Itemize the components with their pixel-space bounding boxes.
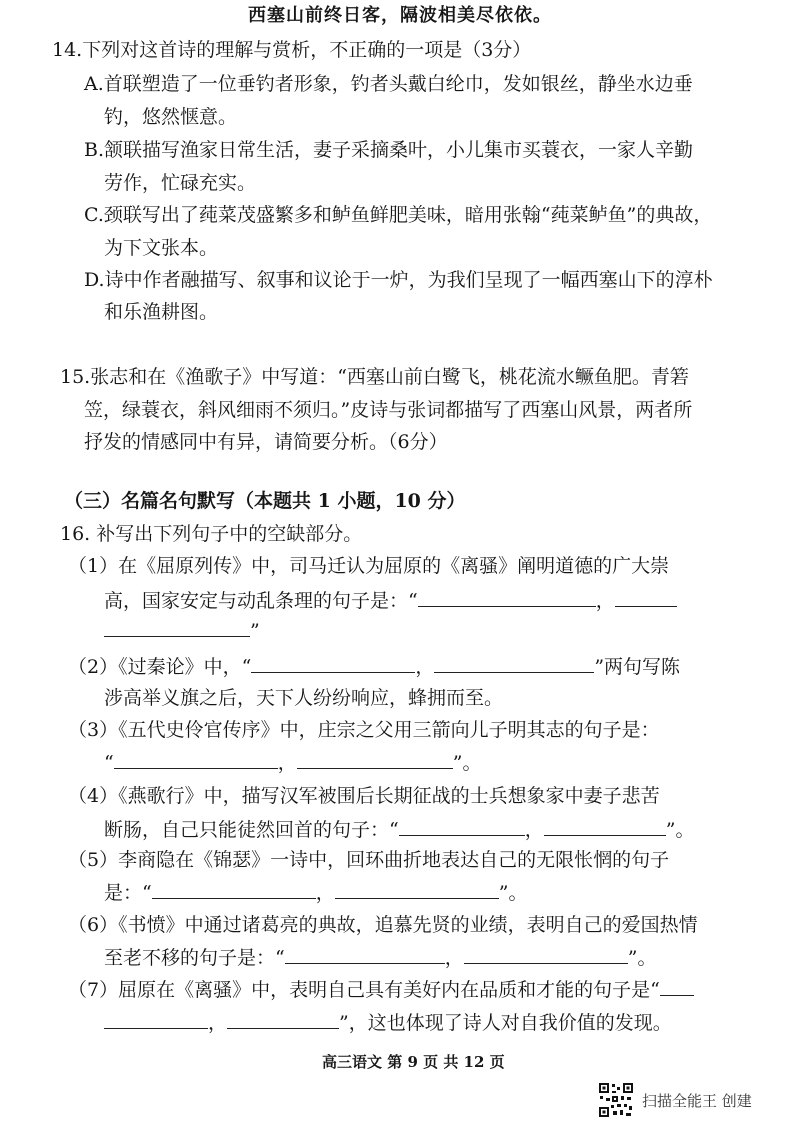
q16-item7-blank1-end[interactable] bbox=[104, 1008, 208, 1029]
q15-line1: 15.张志和在《渔歌子》中写道：“西塞山前白鹭飞，桃花流水鳜鱼肥。青箬 bbox=[60, 366, 689, 388]
q16-item2-blank1[interactable] bbox=[251, 652, 415, 673]
q16-item4-blank2[interactable] bbox=[544, 815, 666, 836]
watermark-text: 扫描全能王 创建 bbox=[642, 1091, 752, 1110]
close-quote-period: ”。 bbox=[627, 947, 657, 969]
comma: ， bbox=[315, 882, 335, 904]
q16-item4-line2 bbox=[104, 815, 694, 844]
close-quote-period: ”。 bbox=[452, 752, 482, 774]
q16-item2-suffix: ”两句写陈 bbox=[594, 656, 681, 678]
q16-item6-line2 bbox=[104, 943, 656, 972]
q16-item1-line3 bbox=[104, 616, 260, 645]
q16-item7-prompt: （7）屈原在《离骚》中，表明自己具有美好内在品质和才能的句子是“ bbox=[68, 979, 660, 1001]
q16-item4-prompt: 断肠，自己只能徒然回首的句子：“ bbox=[104, 819, 399, 841]
q16-item6-prompt: 至老不移的句子是：“ bbox=[104, 947, 285, 969]
comma: ， bbox=[595, 590, 615, 612]
q14-option-a-line2: 钓，悠然惬意。 bbox=[104, 106, 238, 128]
q16-item6-line1: （6）《书愤》中通过诸葛亮的典故，追慕先贤的业绩，表明自己的爱国热情 bbox=[68, 914, 698, 936]
comma: ， bbox=[444, 947, 464, 969]
q16-item5-line1: （5）李商隐在《锦瑟》一诗中，回环曲折地表达自己的无限怅惘的句子 bbox=[68, 849, 670, 871]
q16-item1-line2 bbox=[104, 586, 677, 615]
q14-option-c-line1: C.颈联写出了莼菜茂盛繁多和鲈鱼鲜肥美味，暗用张翰“莼菜鲈鱼”的典故， bbox=[84, 204, 713, 226]
q16-item6-blank2[interactable] bbox=[464, 943, 628, 964]
q14-option-b-line1: B.颔联描写渔家日常生活，妻子采摘桑叶，小儿集市买蓑衣，一家人辛勤 bbox=[84, 139, 694, 161]
q16-item7-blank2[interactable] bbox=[227, 1008, 339, 1029]
comma: ， bbox=[415, 656, 435, 678]
q16-item2-blank2[interactable] bbox=[434, 652, 594, 673]
q16-item5-blank1[interactable] bbox=[152, 878, 316, 899]
q16-item7-blank1-start[interactable] bbox=[660, 975, 694, 996]
q16-item1-blank2-end[interactable] bbox=[104, 616, 250, 637]
q15-line3: 抒发的情感同中有异，请简要分析。（6分） bbox=[84, 431, 448, 453]
page-footer: 高三语文 第 9 页 共 12 页 bbox=[322, 1053, 505, 1071]
close-quote-period: ”。 bbox=[665, 819, 695, 841]
q16-item5-prompt: 是：“ bbox=[104, 882, 152, 904]
qr-code-icon bbox=[598, 1082, 634, 1118]
q16-item7-line2 bbox=[104, 1008, 672, 1037]
q16-item1-blank2-start[interactable] bbox=[615, 586, 677, 607]
q14-stem: 14.下列对这首诗的理解与赏析，不正确的一项是（3分） bbox=[52, 39, 532, 61]
q16-item4-blank1[interactable] bbox=[399, 815, 525, 836]
q14-option-d-line1: D.诗中作者融描写、叙事和议论于一炉，为我们呈现了一幅西塞山下的淳朴 bbox=[84, 269, 713, 291]
q15-line2: 笠，绿蓑衣，斜风细雨不须归。”皮诗与张词都描写了西塞山风景，两者所 bbox=[84, 399, 693, 421]
close-quote: ” bbox=[250, 620, 260, 642]
q16-item6-blank1[interactable] bbox=[285, 943, 445, 964]
close-quote-period: ”。 bbox=[498, 882, 528, 904]
q16-item7-suffix: ”，这也体现了诗人对自我价值的发现。 bbox=[339, 1012, 672, 1034]
q16-item4-line1: （4）《燕歌行》中，描写汉军被围后长期征战的士兵想象家中妻子悲苦 bbox=[68, 785, 660, 807]
q14-option-c-line2: 为下文张本。 bbox=[104, 237, 219, 259]
q16-item3-line1: （3）《五代史伶官传序》中，庄宗之父用三箭向儿子明其志的句子是： bbox=[68, 719, 660, 741]
q16-stem: 16. 补写出下列句子中的空缺部分。 bbox=[60, 523, 363, 545]
q14-option-d-line2: 和乐渔耕图。 bbox=[104, 301, 219, 323]
comma: ， bbox=[277, 752, 297, 774]
q16-item3-line2 bbox=[104, 748, 481, 777]
q16-item1-prompt: 高，国家安定与动乱条理的句子是：“ bbox=[104, 590, 418, 612]
comma: ， bbox=[208, 1012, 228, 1034]
open-quote: “ bbox=[104, 752, 114, 774]
scanner-watermark bbox=[598, 1082, 752, 1118]
q14-option-a-line1: A.首联塑造了一位垂钓者形象，钓者头戴白纶巾，发如银丝，静坐水边垂 bbox=[84, 73, 693, 95]
q16-item2-prompt: （2）《过秦论》中，“ bbox=[68, 656, 252, 678]
q16-item3-blank2[interactable] bbox=[297, 748, 453, 769]
q16-item1-blank1[interactable] bbox=[418, 586, 596, 607]
q14-option-b-line2: 劳作，忙碌充实。 bbox=[104, 172, 257, 194]
section3-heading: （三）名篇名句默写（本题共 1 小题，10 分） bbox=[64, 490, 466, 512]
q16-item5-line2 bbox=[104, 878, 527, 907]
comma: ， bbox=[524, 819, 544, 841]
top-line: 西塞山前终日客，隔波相美尽依依。 bbox=[248, 5, 552, 26]
q16-item2-line2: 涉高举义旗之后，天下人纷纷响应，蜂拥而至。 bbox=[104, 687, 504, 709]
q16-item3-blank1[interactable] bbox=[114, 748, 278, 769]
q16-item1-line1: （1）在《屈原列传》中，司马迁认为屈原的《离骚》阐明道德的广大崇 bbox=[68, 555, 670, 577]
q16-item5-blank2[interactable] bbox=[335, 878, 499, 899]
q16-item7-line1 bbox=[68, 975, 694, 1004]
q16-item2-line1 bbox=[68, 652, 680, 681]
